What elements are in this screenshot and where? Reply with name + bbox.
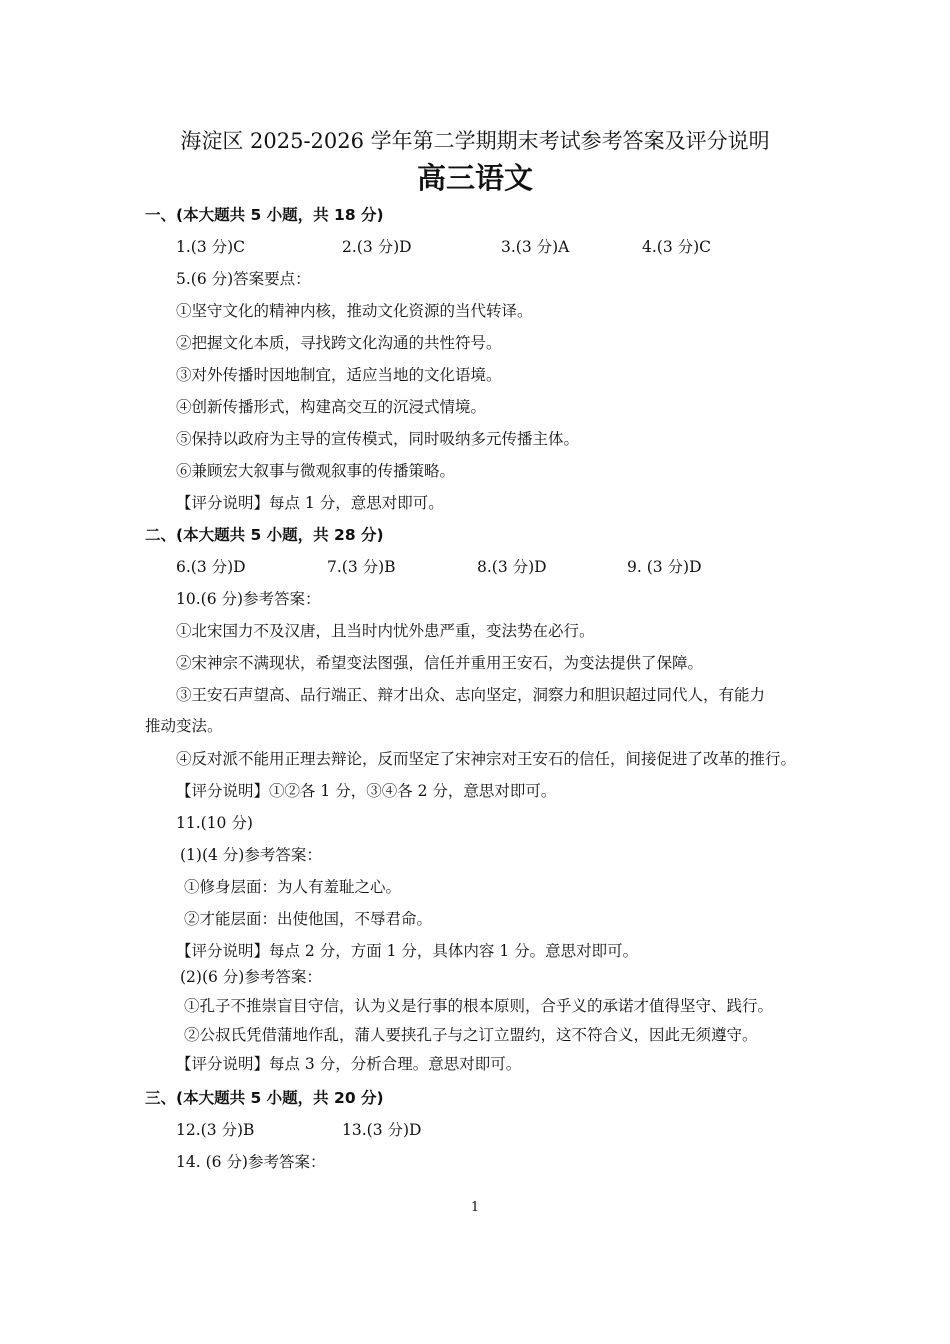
- q5-point: ②把握文化本质，寻找跨文化沟通的共性符号。: [176, 334, 502, 352]
- q10-point: ①北宋国力不及汉唐，且当时内忧外患严重，变法势在必行。: [176, 622, 595, 640]
- section-heading-1: 一、(本大题共 5 小题，共 18 分): [145, 206, 384, 224]
- q11-sub1-point: ①修身层面：为人有羞耻之心。: [184, 878, 402, 896]
- question-10-heading: 10.(6 分)参考答案：: [176, 590, 321, 608]
- answer-q3: 3.(3 分)A: [501, 238, 570, 256]
- q11-sub2-heading: (2)(6 分)参考答案：: [180, 968, 322, 986]
- q11-sub2-point: ①孔子不推崇盲目守信，认为义是行事的根本原则，合乎义的承诺才值得坚守、践行。: [184, 997, 774, 1015]
- q10-scoring-note: 【评分说明】①②各 1 分，③④各 2 分，意思对即可。: [176, 782, 557, 800]
- answer-q12: 12.(3 分)B: [176, 1121, 255, 1139]
- answer-q6: 6.(3 分)D: [176, 558, 246, 576]
- q11-sub1-point: ②才能层面：出使他国，不辱君命。: [184, 910, 433, 928]
- q10-point: ②宋神宗不满现状，希望变法图强，信任并重用王安石，为变法提供了保障。: [176, 654, 704, 672]
- question-14-heading: 14. (6 分)参考答案：: [176, 1153, 326, 1171]
- q5-scoring-note: 【评分说明】每点 1 分，意思对即可。: [176, 494, 444, 512]
- q10-point: ④反对派不能用正理去辩论，反而坚定了宋神宗对王安石的信任，间接促进了改革的推行。: [176, 750, 797, 768]
- answer-q13: 13.(3 分)D: [342, 1121, 422, 1139]
- section-heading-3: 三、(本大题共 5 小题，共 20 分): [145, 1089, 384, 1107]
- subject-title: 高三语文: [416, 161, 533, 195]
- q5-point: ⑤保持以政府为主导的宣传模式，同时吸纳多元传播主体。: [176, 430, 580, 448]
- q11-sub1-heading: (1)(4 分)参考答案：: [180, 846, 322, 864]
- answer-q7: 7.(3 分)B: [327, 558, 396, 576]
- answer-q4: 4.(3 分)C: [642, 238, 712, 256]
- page-number: 1: [470, 1200, 480, 1215]
- question-5-heading: 5.(6 分)答案要点：: [176, 270, 311, 288]
- answer-q9: 9. (3 分)D: [627, 558, 702, 576]
- q5-point: ⑥兼顾宏大叙事与微观叙事的传播策略。: [176, 462, 456, 480]
- q11-sub1-scoring-note: 【评分说明】每点 2 分，方面 1 分，具体内容 1 分。意思对即可。: [176, 942, 639, 960]
- q5-point: ①坚守文化的精神内核，推动文化资源的当代转译。: [176, 302, 533, 320]
- q10-point-continuation: 推动变法。: [145, 717, 223, 735]
- answer-q2: 2.(3 分)D: [342, 238, 412, 256]
- section-heading-2: 二、(本大题共 5 小题，共 28 分): [145, 526, 384, 544]
- q10-point: ③王安石声望高、品行端正、辩才出众、志向坚定，洞察力和胆识超过同代人，有能力: [176, 686, 766, 704]
- answer-q1: 1.(3 分)C: [176, 238, 246, 256]
- question-11-heading: 11.(10 分): [176, 814, 253, 832]
- q11-sub2-point: ②公叔氏凭借蒲地作乱，蒲人要挟孔子与之订立盟约，这不符合义，因此无须遵守。: [184, 1026, 758, 1044]
- q11-sub2-scoring-note: 【评分说明】每点 3 分，分析合理。意思对即可。: [176, 1055, 522, 1073]
- answer-q8: 8.(3 分)D: [477, 558, 547, 576]
- document-title: 海淀区 2025-2026 学年第二学期期末考试参考答案及评分说明: [180, 129, 770, 153]
- q5-point: ③对外传播时因地制宜，适应当地的文化语境。: [176, 366, 502, 384]
- q5-point: ④创新传播形式，构建高交互的沉浸式情境。: [176, 398, 487, 416]
